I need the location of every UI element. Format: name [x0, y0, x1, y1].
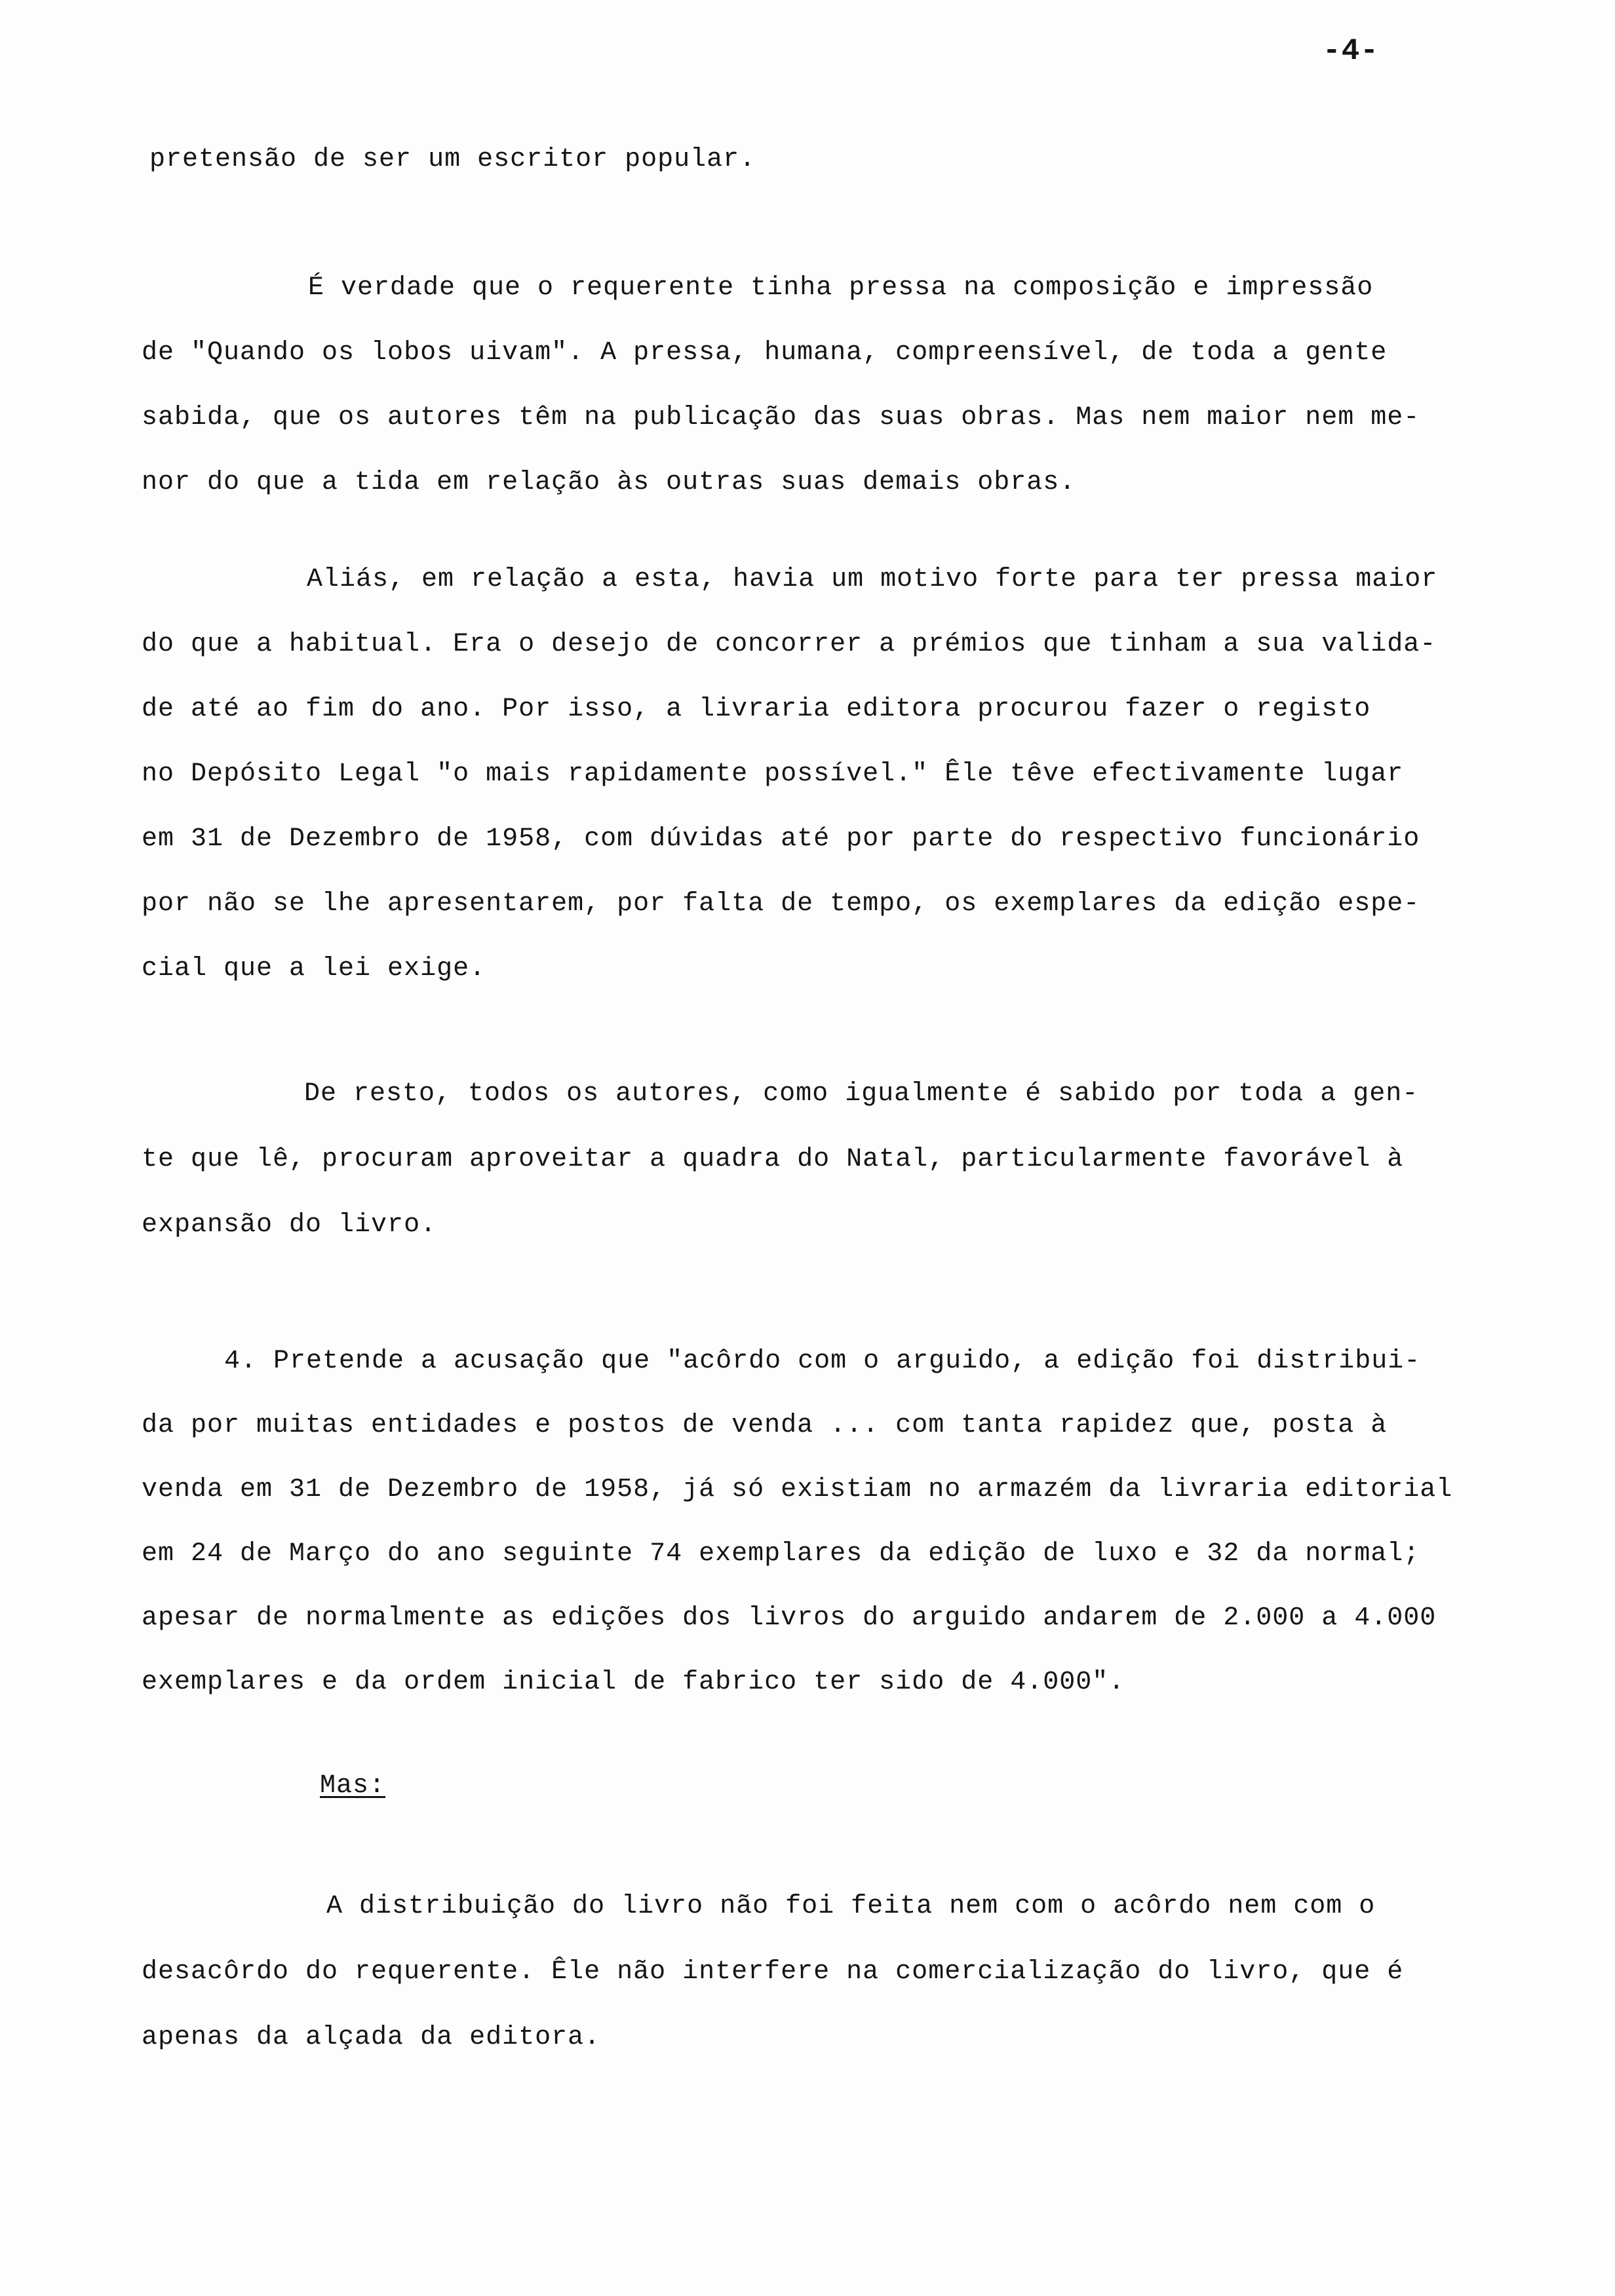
text-line: te que lê, procuram aproveitar a quadra do Natal, particularmente favorável à: [142, 1145, 1404, 1174]
text-line: do que a habitual. Era o desejo de concorrer a prémios que tinham a sua valida-: [142, 630, 1437, 659]
text-line: 4. Pretende a acusação que "acôrdo com o arguido, a edição foi distribui-: [224, 1347, 1421, 1376]
text-line: de até ao fim do ano. Por isso, a livraria editora procurou fazer o registo: [142, 695, 1371, 724]
text-line: venda em 31 de Dezembro de 1958, já só existiam no armazém da livraria editorial: [142, 1475, 1453, 1504]
text-line: É verdade que o requerente tinha pressa na composição e impressão: [308, 273, 1374, 303]
text-line: no Depósito Legal "o mais rapidamente possível." Êle têve efectivamente lugar: [142, 759, 1404, 789]
page-number: -4-: [1323, 34, 1379, 68]
text-line: nor do que a tida em relação às outras suas demais obras.: [142, 468, 1076, 497]
text-line: sabida, que os autores têm na publicação das suas obras. Mas nem maior nem me-: [142, 403, 1420, 432]
text-line: por não se lhe apresentarem, por falta de tempo, os exemplares da edição espe-: [142, 889, 1420, 919]
section-heading: Mas:: [320, 1771, 386, 1801]
text-line: expansão do livro.: [142, 1210, 437, 1240]
text-line: De resto, todos os autores, como igualmente é sabido por toda a gen-: [304, 1079, 1419, 1109]
text-line: em 31 de Dezembro de 1958, com dúvidas até por parte do respectivo funcionário: [142, 824, 1420, 854]
text-line: em 24 de Março do ano seguinte 74 exemplares da edição de luxo e 32 da normal;: [142, 1539, 1420, 1569]
text-line: de "Quando os lobos uivam". A pressa, humana, compreensível, de toda a gente: [142, 338, 1388, 368]
text-line: da por muitas entidades e postos de venda ... com tanta rapidez que, posta à: [142, 1411, 1388, 1440]
text-line: A distribuição do livro não foi feita nem com o acôrdo nem com o: [326, 1892, 1376, 1921]
text-line: exemplares e da ordem inicial de fabrico ter sido de 4.000".: [142, 1668, 1125, 1697]
text-line: Aliás, em relação a esta, havia um motivo forte para ter pressa maior: [307, 565, 1438, 594]
text-line: desacôrdo do requerente. Êle não interfere na comercialização do livro, que é: [142, 1957, 1404, 1987]
text-line: apesar de normalmente as edições dos livros do arguido andarem de 2.000 a 4.000: [142, 1603, 1437, 1633]
text-line: pretensão de ser um escritor popular.: [149, 145, 756, 174]
text-line: cial que a lei exige.: [142, 954, 486, 984]
text-line: apenas da alçada da editora.: [142, 2023, 601, 2052]
